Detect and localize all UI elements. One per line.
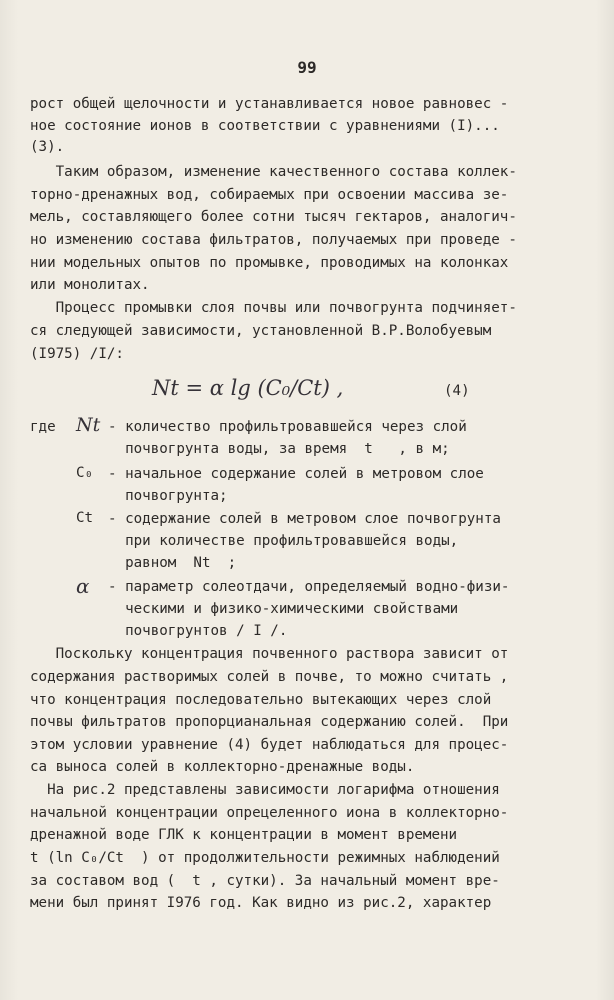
text-line: нии модельных опытов по промывке, проводимых на колонках xyxy=(30,255,509,271)
text-line: ное состояние ионов в соответствии с уравнениями (I)... xyxy=(30,118,500,134)
symbol-alpha: α xyxy=(76,574,90,598)
where-word: где xyxy=(30,419,56,435)
definition-line: почвогрунта воды, за время t , в м; xyxy=(108,441,450,457)
text-line: или монолитах. xyxy=(30,277,150,293)
text-line: са выноса солей в коллекторно-дренажные воды. xyxy=(30,759,415,775)
symbol-nt: Nt xyxy=(76,414,101,436)
text-line: Процесс промывки слоя почвы или почвогрунта подчиняет- xyxy=(30,300,517,316)
definition-line: почвогрунта; xyxy=(108,488,228,504)
text-line: содержания растворимых солей в почве, то можно считать , xyxy=(30,669,509,685)
definition-line: - содержание солей в метровом слое почвогрунта xyxy=(108,511,501,527)
text-line: рост общей щелочности и устанавливается новое равновес - xyxy=(30,96,509,112)
text-line: почвы фильтратов пропорцианальная содержанию солей. При xyxy=(30,714,509,730)
text-line: мель, составляющего более сотни тысяч гектаров, аналогич- xyxy=(30,209,517,225)
definition-line: равном Nt ; xyxy=(108,555,237,571)
text-line: торно-дренажных вод, собираемых при освоении массива зе- xyxy=(30,187,509,203)
text-line: t (ln C₀/Ct ) от продолжительности режимных наблюдений xyxy=(30,850,500,866)
definition-line: ческими и физико-химическими свойствами xyxy=(108,601,459,617)
text-line: за составом вод ( t , сутки). За начальный момент вре- xyxy=(30,873,500,889)
definition-line: почвогрунтов / I /. xyxy=(108,623,288,639)
formula-number: (4) xyxy=(444,383,470,399)
text-line: На рис.2 представлены зависимости логарифма отношения xyxy=(30,782,500,798)
text-line: этом условии уравнение (4) будет наблюдаться для процес- xyxy=(30,737,509,753)
definition-line: - начальное содержание солей в метровом слое xyxy=(108,466,484,482)
formula-4: Nt = α lg (C₀/Ct) , xyxy=(152,376,344,400)
text-line: мени был принят I976 год. Как видно из рис.2, характер xyxy=(30,895,492,911)
text-line: но изменению состава фильтратов, получаемых при проведе - xyxy=(30,232,517,248)
text-line: (I975) /I/: xyxy=(30,346,124,362)
symbol-ct: Ct xyxy=(76,510,94,526)
text-line: что концентрация последовательно вытекающих через слой xyxy=(30,692,492,708)
text-line: дренажной воде ГЛК к концентрации в момент времени xyxy=(30,827,458,843)
text-line: начальной концентрации опрецеленного иона в коллекторно- xyxy=(30,805,509,821)
text-line: Поскольку концентрация почвенного раствора зависит от xyxy=(30,646,509,662)
definition-line: - количество профильтровавшейся через слой xyxy=(108,419,467,435)
symbol-c0: C₀ xyxy=(76,465,94,481)
definition-line: - параметр солеотдачи, определяемый водно-физи- xyxy=(108,579,510,595)
text-line: ся следующей зависимости, установленной В.Р.Волобуевым xyxy=(30,323,492,339)
text-line: (3). xyxy=(30,139,65,155)
definition-line: при количестве профильтровавшейся воды, xyxy=(108,533,459,549)
text-line: Таким образом, изменение качественного состава коллек- xyxy=(30,164,517,180)
page-number: 99 xyxy=(297,58,317,77)
